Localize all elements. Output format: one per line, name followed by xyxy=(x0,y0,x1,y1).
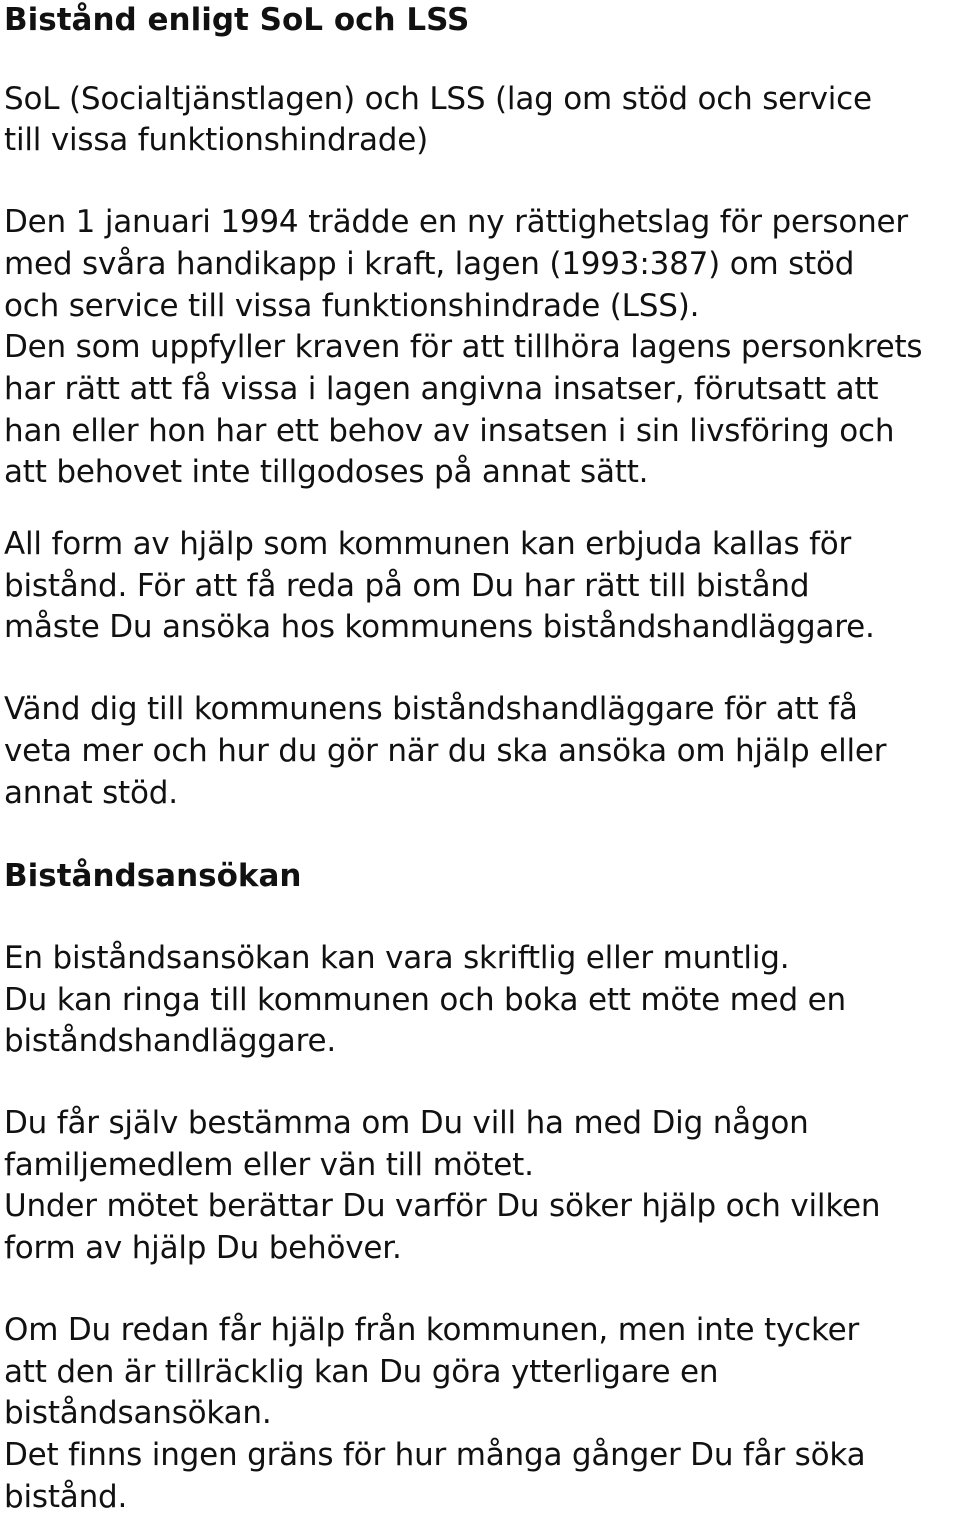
spacer xyxy=(4,898,956,938)
additional-line: Det finns ingen gräns för hur många gånger Du får söka xyxy=(4,1436,866,1473)
lss-line: har rätt att få vissa i lagen angivna insatser, förutsatt att xyxy=(4,370,879,407)
spacer xyxy=(4,1063,956,1103)
meeting-line: Du får själv bestämma om Du vill ha med Dig någon xyxy=(4,1105,809,1142)
spacer xyxy=(4,814,956,856)
contact-line: annat stöd. xyxy=(4,774,178,811)
lss-line: Den som uppfyller kraven för att tillhöra lagens personkrets xyxy=(4,329,923,366)
spacer xyxy=(4,42,956,79)
meeting-line: familjemedlem eller vän till mötet. xyxy=(4,1146,534,1183)
additional-line: biståndsansökan. xyxy=(4,1395,272,1432)
meeting-line: form av hjälp Du behöver. xyxy=(4,1230,402,1267)
contact-paragraph xyxy=(4,689,956,814)
lss-line: och service till vissa funktionshindrade (LSS). xyxy=(4,287,700,324)
document-title: Bistånd enligt SoL och LSS xyxy=(4,2,470,38)
application-paragraph xyxy=(4,938,956,1063)
intro-line: till vissa funktionshindrade) xyxy=(4,122,429,159)
lss-line: Den 1 januari 1994 trädde en ny rättighetslag för personer xyxy=(4,204,908,241)
bistand-line: måste Du ansöka hos kommunens biståndshandläggare. xyxy=(4,609,875,646)
intro-paragraph xyxy=(4,79,956,162)
lss-line: med svåra handikapp i kraft, lagen (1993:387) om stöd xyxy=(4,245,855,282)
additional-paragraph xyxy=(4,1310,956,1518)
spacer xyxy=(4,649,956,689)
spacer xyxy=(4,162,956,202)
meeting-paragraph xyxy=(4,1103,956,1270)
contact-line: veta mer och hur du gör när du ska ansöka om hjälp eller xyxy=(4,732,887,769)
spacer xyxy=(4,494,956,524)
bistand-paragraph xyxy=(4,524,956,649)
contact-line: Vänd dig till kommunens biståndshandläggare för att få xyxy=(4,691,858,728)
meeting-line: Under mötet berättar Du varför Du söker hjälp och vilken xyxy=(4,1188,881,1225)
bistand-line: bistånd. För att få reda på om Du har rätt till bistånd xyxy=(4,567,810,604)
application-line: Du kan ringa till kommunen och boka ett möte med en xyxy=(4,981,846,1018)
lss-paragraph xyxy=(4,202,956,494)
lss-line: han eller hon har ett behov av insatsen i sin livsföring och xyxy=(4,412,895,449)
additional-line: Om Du redan får hjälp från kommunen, men inte tycker xyxy=(4,1311,860,1348)
additional-line: bistånd. xyxy=(4,1478,128,1515)
application-line: biståndshandläggare. xyxy=(4,1023,336,1060)
document-page xyxy=(4,0,956,1518)
section-heading: Biståndsansökan xyxy=(4,858,302,895)
application-line: En biståndsansökan kan vara skriftlig eller muntlig. xyxy=(4,939,790,976)
additional-line: att den är tillräcklig kan Du göra ytterligare en xyxy=(4,1353,719,1390)
lss-line: att behovet inte tillgodoses på annat sätt. xyxy=(4,454,649,491)
bistand-line: All form av hjälp som kommunen kan erbjuda kallas för xyxy=(4,526,852,563)
spacer xyxy=(4,1270,956,1310)
intro-line: SoL (Socialtjänstlagen) och LSS (lag om stöd och service xyxy=(4,80,872,117)
